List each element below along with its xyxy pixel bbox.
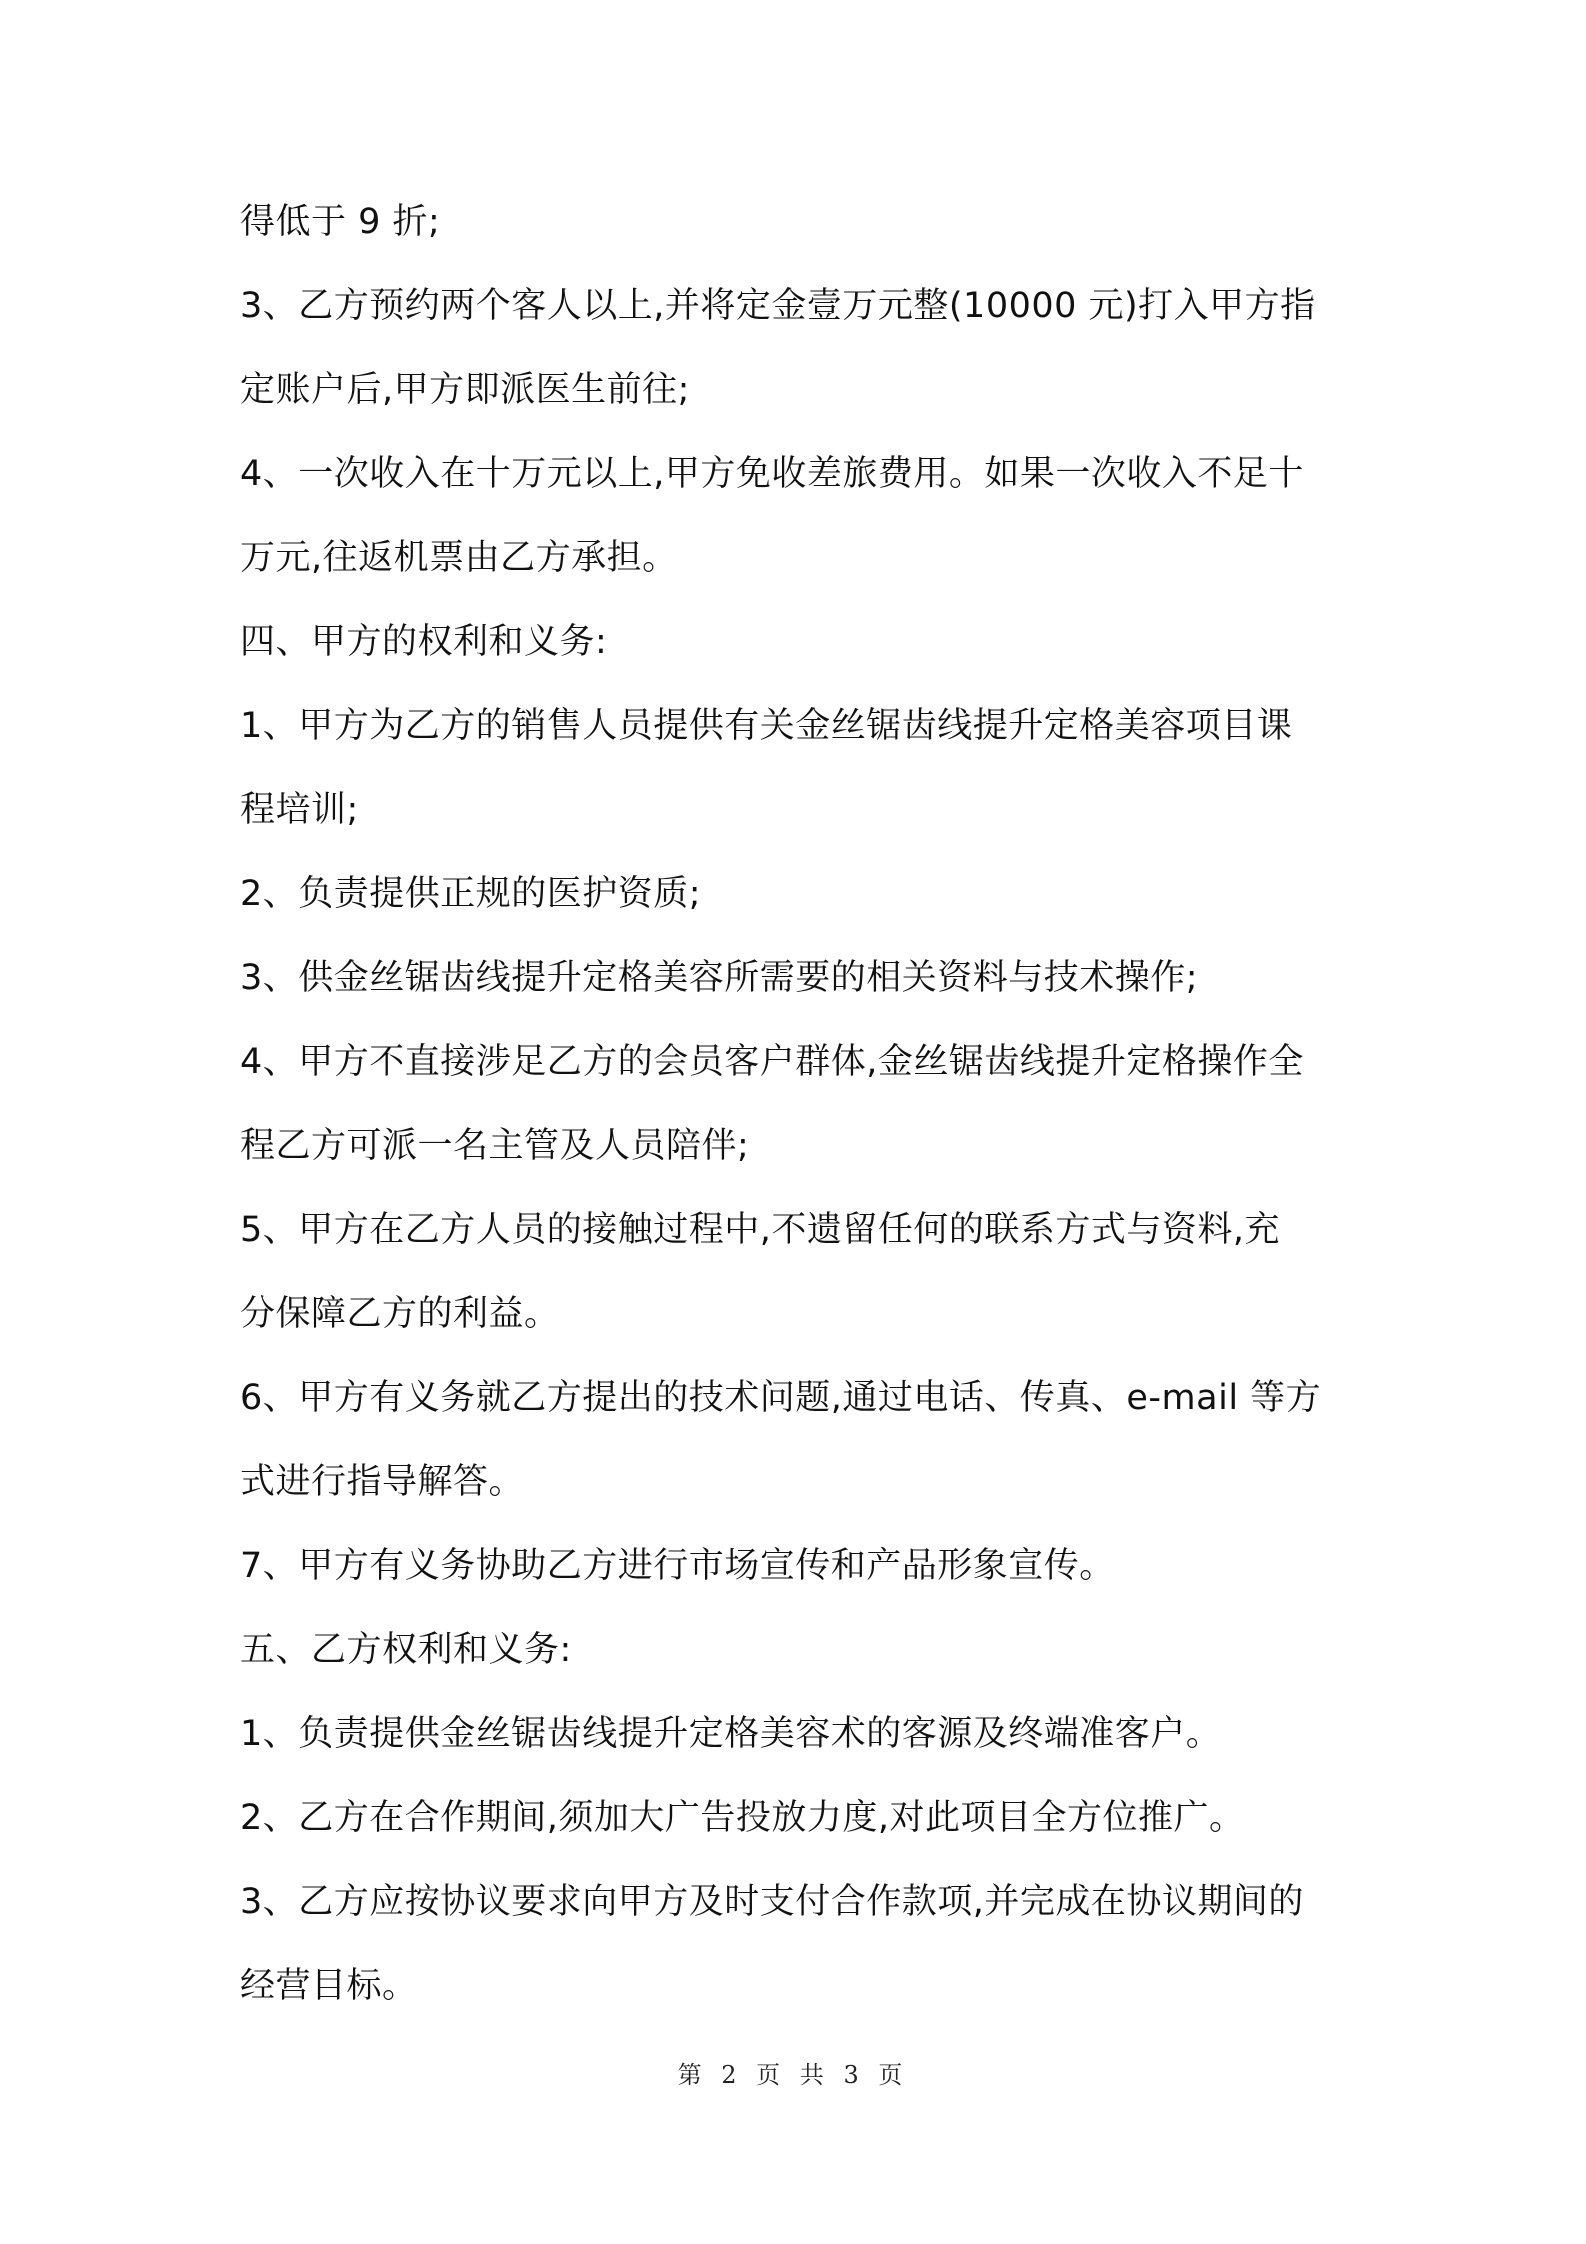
text-line: 分保障乙方的利益。 (240, 1294, 560, 1334)
section-heading: 五、乙方权利和义务: (240, 1630, 572, 1670)
text-line: 得低于 9 折; (240, 202, 441, 242)
text-line: 经营目标。 (240, 1966, 418, 2006)
text-line: 6、甲方有义务就乙方提出的技术问题,通过电话、传真、e-mail 等方 (240, 1378, 1322, 1418)
section-heading: 四、甲方的权利和义务: (240, 622, 608, 662)
text-line: 定账户后,甲方即派医生前往; (240, 370, 690, 410)
text-line: 式进行指导解答。 (240, 1462, 525, 1502)
text-line: 4、甲方不直接涉足乙方的会员客户群体,金丝锯齿线提升定格操作全 (240, 1042, 1304, 1082)
page-number-footer: 第 2 页 共 3 页 (677, 2061, 909, 2089)
text-line: 3、乙方应按协议要求向甲方及时支付合作款项,并完成在协议期间的 (240, 1882, 1304, 1922)
text-line: 2、负责提供正规的医护资质; (240, 874, 702, 914)
text-line: 5、甲方在乙方人员的接触过程中,不遗留任何的联系方式与资料,充 (240, 1210, 1281, 1250)
text-line: 1、甲方为乙方的销售人员提供有关金丝锯齿线提升定格美容项目课 (240, 706, 1293, 746)
text-line: 3、供金丝锯齿线提升定格美容所需要的相关资料与技术操作; (240, 958, 1199, 998)
text-line: 程乙方可派一名主管及人员陪伴; (240, 1126, 750, 1166)
text-line: 2、乙方在合作期间,须加大广告投放力度,对此项目全方位推广。 (240, 1798, 1245, 1838)
text-line: 万元,往返机票由乙方承担。 (240, 538, 678, 578)
text-line: 程培训; (240, 790, 359, 830)
text-line: 7、甲方有义务协助乙方进行市场宣传和产品形象宣传。 (240, 1546, 1115, 1586)
document-body (240, 180, 1360, 2028)
text-line: 1、负责提供金丝锯齿线提升定格美容术的客源及终端准客户。 (240, 1714, 1222, 1754)
text-line: 3、乙方预约两个客人以上,并将定金壹万元整(10000 元)打入甲方指 (240, 286, 1316, 326)
text-line: 4、一次收入在十万元以上,甲方免收差旅费用。如果一次收入不足十 (240, 454, 1304, 494)
